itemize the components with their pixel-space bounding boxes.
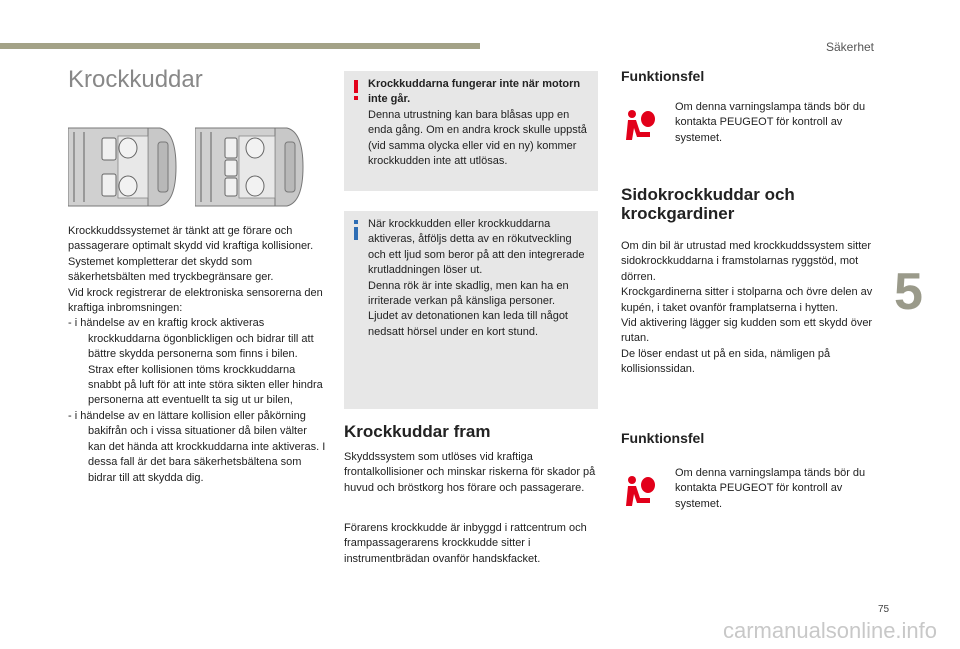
warning-note — [344, 71, 598, 191]
warning-note-body: Denna utrustning kan bara blåsas upp en enda gång. Om en andra krock skulle uppstå (vid samma olycka eller vid en ny) kommer krockkudden inte att utlösas. — [368, 108, 587, 168]
funktionsfel-text: Om denna varningslampa tänds bör du kontakta PEUGEOT för kontroll av systemet. — [675, 101, 866, 144]
car-top-view-icon — [68, 122, 178, 212]
list-item: - i händelse av en kraftig krock aktiveras krockkuddarna ögonblickligen och bidrar till att bättre skydda personerna som finns i bilen. Strax efter kollisionen töms krockkuddarna snabbt på luft för att inte störa sikten eller hindra personerna att eventuellt ta sig ut ur bilen, — [68, 317, 323, 407]
funktionsfel-text: Om denna varningslampa tänds bör du kontakta PEUGEOT för kontroll av systemet. — [675, 467, 866, 510]
car-top-view-icon — [195, 122, 305, 212]
section-heading-sido: Sidokrockkuddar och krockgardiner — [621, 185, 795, 223]
airbag-warning-icon — [624, 474, 660, 508]
chapter-name: Säkerhet — [825, 40, 874, 54]
info-icon — [349, 219, 363, 241]
intro-paragraph: Vid krock registrerar de elektroniska sensorerna den kraftiga inbromsningen: — [68, 286, 323, 315]
warning-note-bold: Krockkuddarna fungerar inte när motorn inte går. — [368, 78, 581, 106]
section-heading-fram: Krockkuddar fram — [344, 422, 491, 441]
chapter-number: 5 — [894, 263, 923, 321]
fram-paragraph-1: Skyddssystem som utlöses vid kraftiga frontalkollisioner och minskar riskerna för skador på huvud och bröstkorg hos förare och passagerare. — [344, 451, 596, 494]
airbag-warning-icon — [624, 108, 660, 142]
section-heading-funktionsfel: Funktionsfel — [621, 430, 705, 446]
exclamation-icon — [349, 79, 363, 101]
warning-note-text — [368, 77, 592, 169]
info-note — [344, 211, 598, 409]
intro-paragraph: Krockkuddssystemet är tänkt att ge förare och passagerare optimalt skydd vid kraftiga kollisioner. Systemet kompletterar det skydd som säkerhetsbälten med tryckbegränsare ger. — [68, 225, 314, 284]
page-title: Krockkuddar — [68, 66, 203, 93]
list-item: - i händelse av en lättare kollision eller påkörning bakifrån och i vissa situationer då bilen välter kan det hända att krockkuddarna inte aktiveras. I dessa fall är det bara säkerhetsbältena som bidrar till att skydda dig. — [68, 409, 326, 484]
intro-text — [68, 224, 326, 486]
sido-text: Om din bil är utrustad med krockkuddssystem sitter sidokrockkuddarna i framstolarnas ryggstöd, mot dörren. Krockgardinerna sitter i stolparna och övre delen av kupén, i taket ovanför framplatserna i hytten. Vid aktivering lägger sig kudden som ett skydd över rutan. De löser endast ut på en sida, nämligen på kollisionssidan. — [621, 240, 873, 376]
section-heading-funktionsfel: Funktionsfel — [621, 68, 705, 84]
fram-paragraph-2: Förarens krockkudde är inbyggd i rattcentrum och frampassagerarens krockkudde sitter i instrumentbrädan ovanför handskfacket. — [344, 522, 587, 565]
page-number: 75 — [878, 604, 890, 615]
info-note-text: När krockkudden eller krockkuddarna aktiveras, åtföljs detta av en rökutveckling och ett ljud som beror på att den integrerade krutladdningen löser ut. Denna rök är inte skadlig, men kan ha en irriterade verkan på känsliga personer. Ljudet av detonationen kan leda till något nedsatt hörsel under en kort stund. — [368, 218, 585, 338]
header-bar — [0, 43, 480, 49]
watermark: carmanualsonline.info — [723, 618, 938, 643]
